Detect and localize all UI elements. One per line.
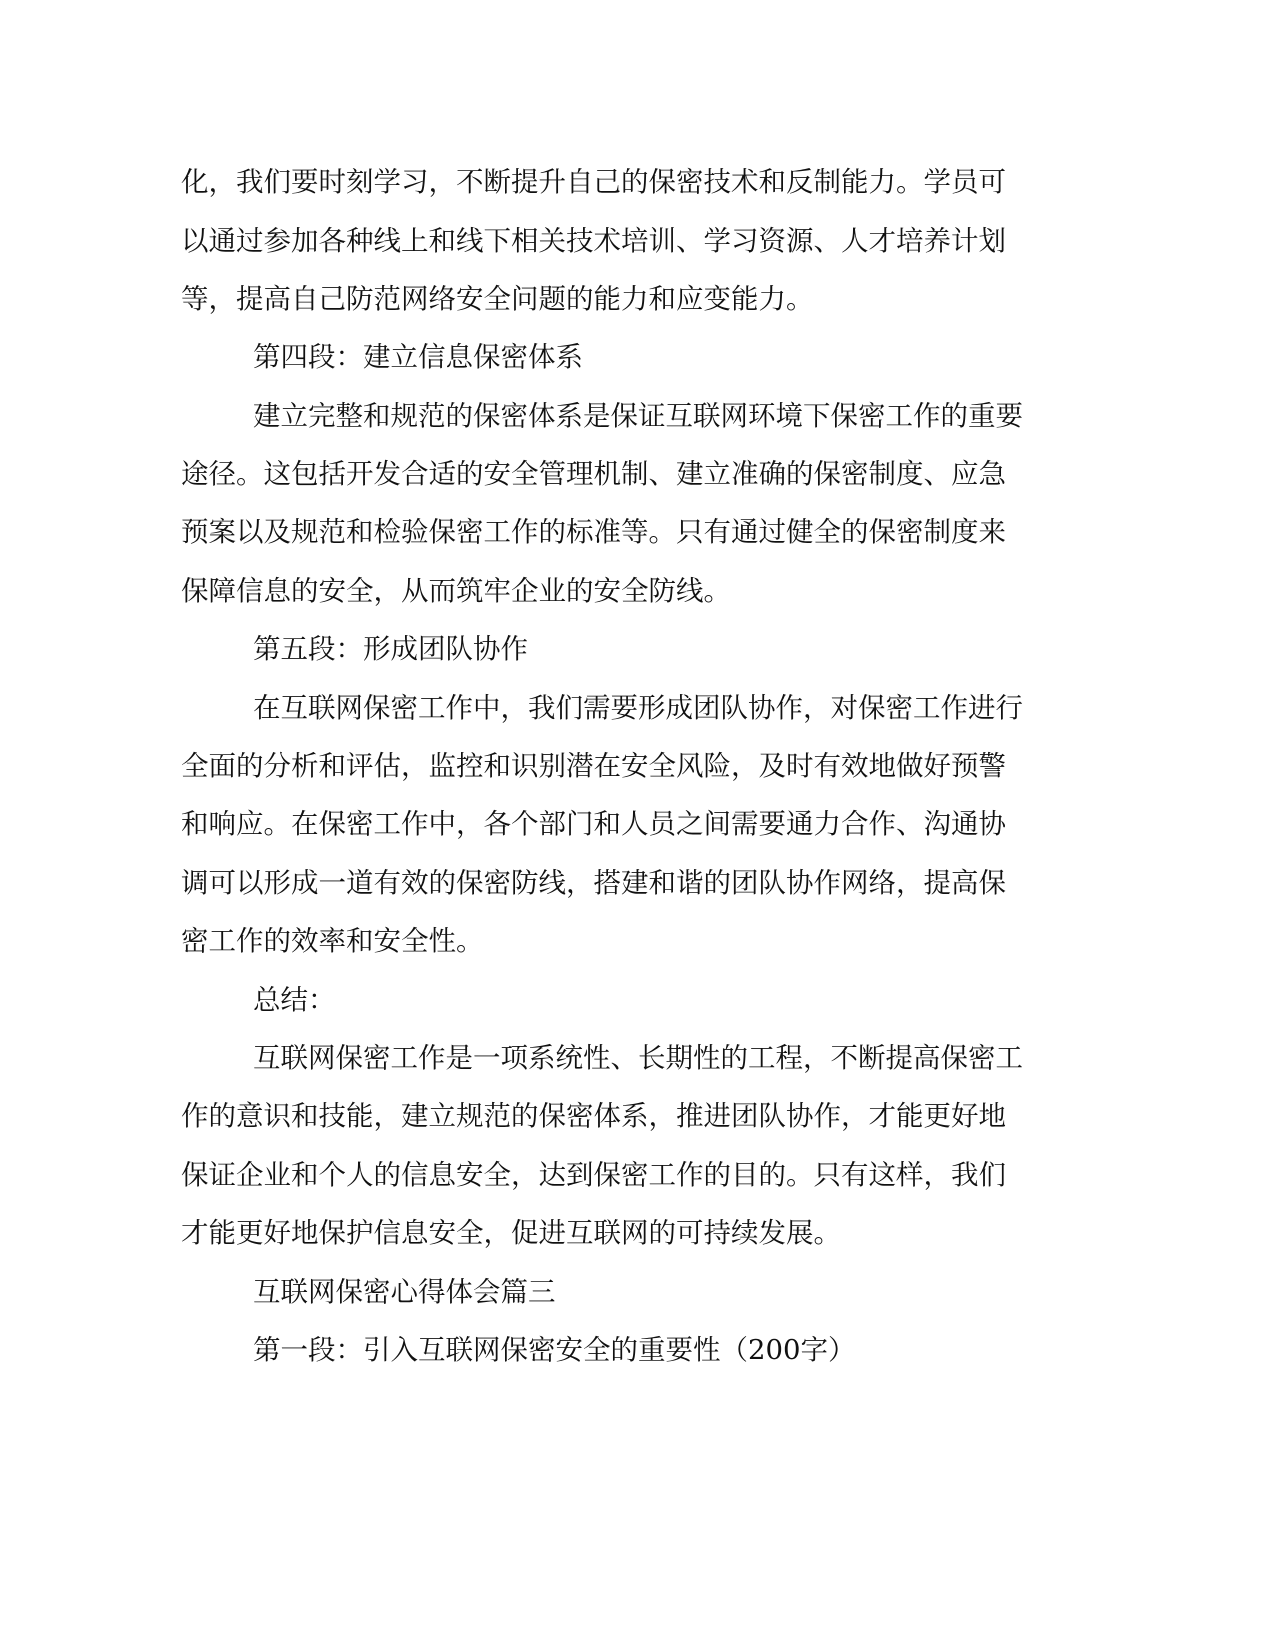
text-line: 和响应。在保密工作中，各个部门和人员之间需要通力合作、沟通协 <box>181 808 1006 840</box>
text-line: 才能更好地保护信息安全，促进互联网的可持续发展。 <box>181 1217 841 1249</box>
text-line: 途径。这包括开发合适的安全管理机制、建立准确的保密制度、应急 <box>181 458 1006 490</box>
text-line: 等，提高自己防范网络安全问题的能力和应变能力。 <box>181 283 814 315</box>
text-line: 互联网保密工作是一项系统性、长期性的工程，不断提高保密工 <box>253 1042 1023 1074</box>
text-line: 保证企业和个人的信息安全，达到保密工作的目的。只有这样，我们 <box>181 1159 1006 1191</box>
text-line: 预案以及规范和检验保密工作的标准等。只有通过健全的保密制度来 <box>181 516 1006 548</box>
text-line: 密工作的效率和安全性。 <box>181 925 484 957</box>
text-line: 化，我们要时刻学习，不断提升自己的保密技术和反制能力。学员可 <box>181 166 1006 198</box>
section-heading: 互联网保密心得体会篇三 <box>253 1276 556 1308</box>
section-heading: 第一段：引入互联网保密安全的重要性（200字） <box>253 1334 856 1366</box>
section-heading: 第五段：形成团队协作 <box>253 633 528 665</box>
text-line: 在互联网保密工作中，我们需要形成团队协作，对保密工作进行 <box>253 692 1023 724</box>
text-line: 调可以形成一道有效的保密防线，搭建和谐的团队协作网络，提高保 <box>181 867 1006 899</box>
text-line: 作的意识和技能，建立规范的保密体系，推进团队协作，才能更好地 <box>181 1100 1006 1132</box>
text-line: 建立完整和规范的保密体系是保证互联网环境下保密工作的重要 <box>253 400 1023 432</box>
text-line: 保障信息的安全，从而筑牢企业的安全防线。 <box>181 575 731 607</box>
text-line: 全面的分析和评估，监控和识别潜在安全风险，及时有效地做好预警 <box>181 750 1006 782</box>
text-line: 以通过参加各种线上和线下相关技术培训、学习资源、人才培养计划 <box>181 225 1006 257</box>
section-heading: 第四段：建立信息保密体系 <box>253 341 583 373</box>
section-heading: 总结： <box>253 984 336 1016</box>
